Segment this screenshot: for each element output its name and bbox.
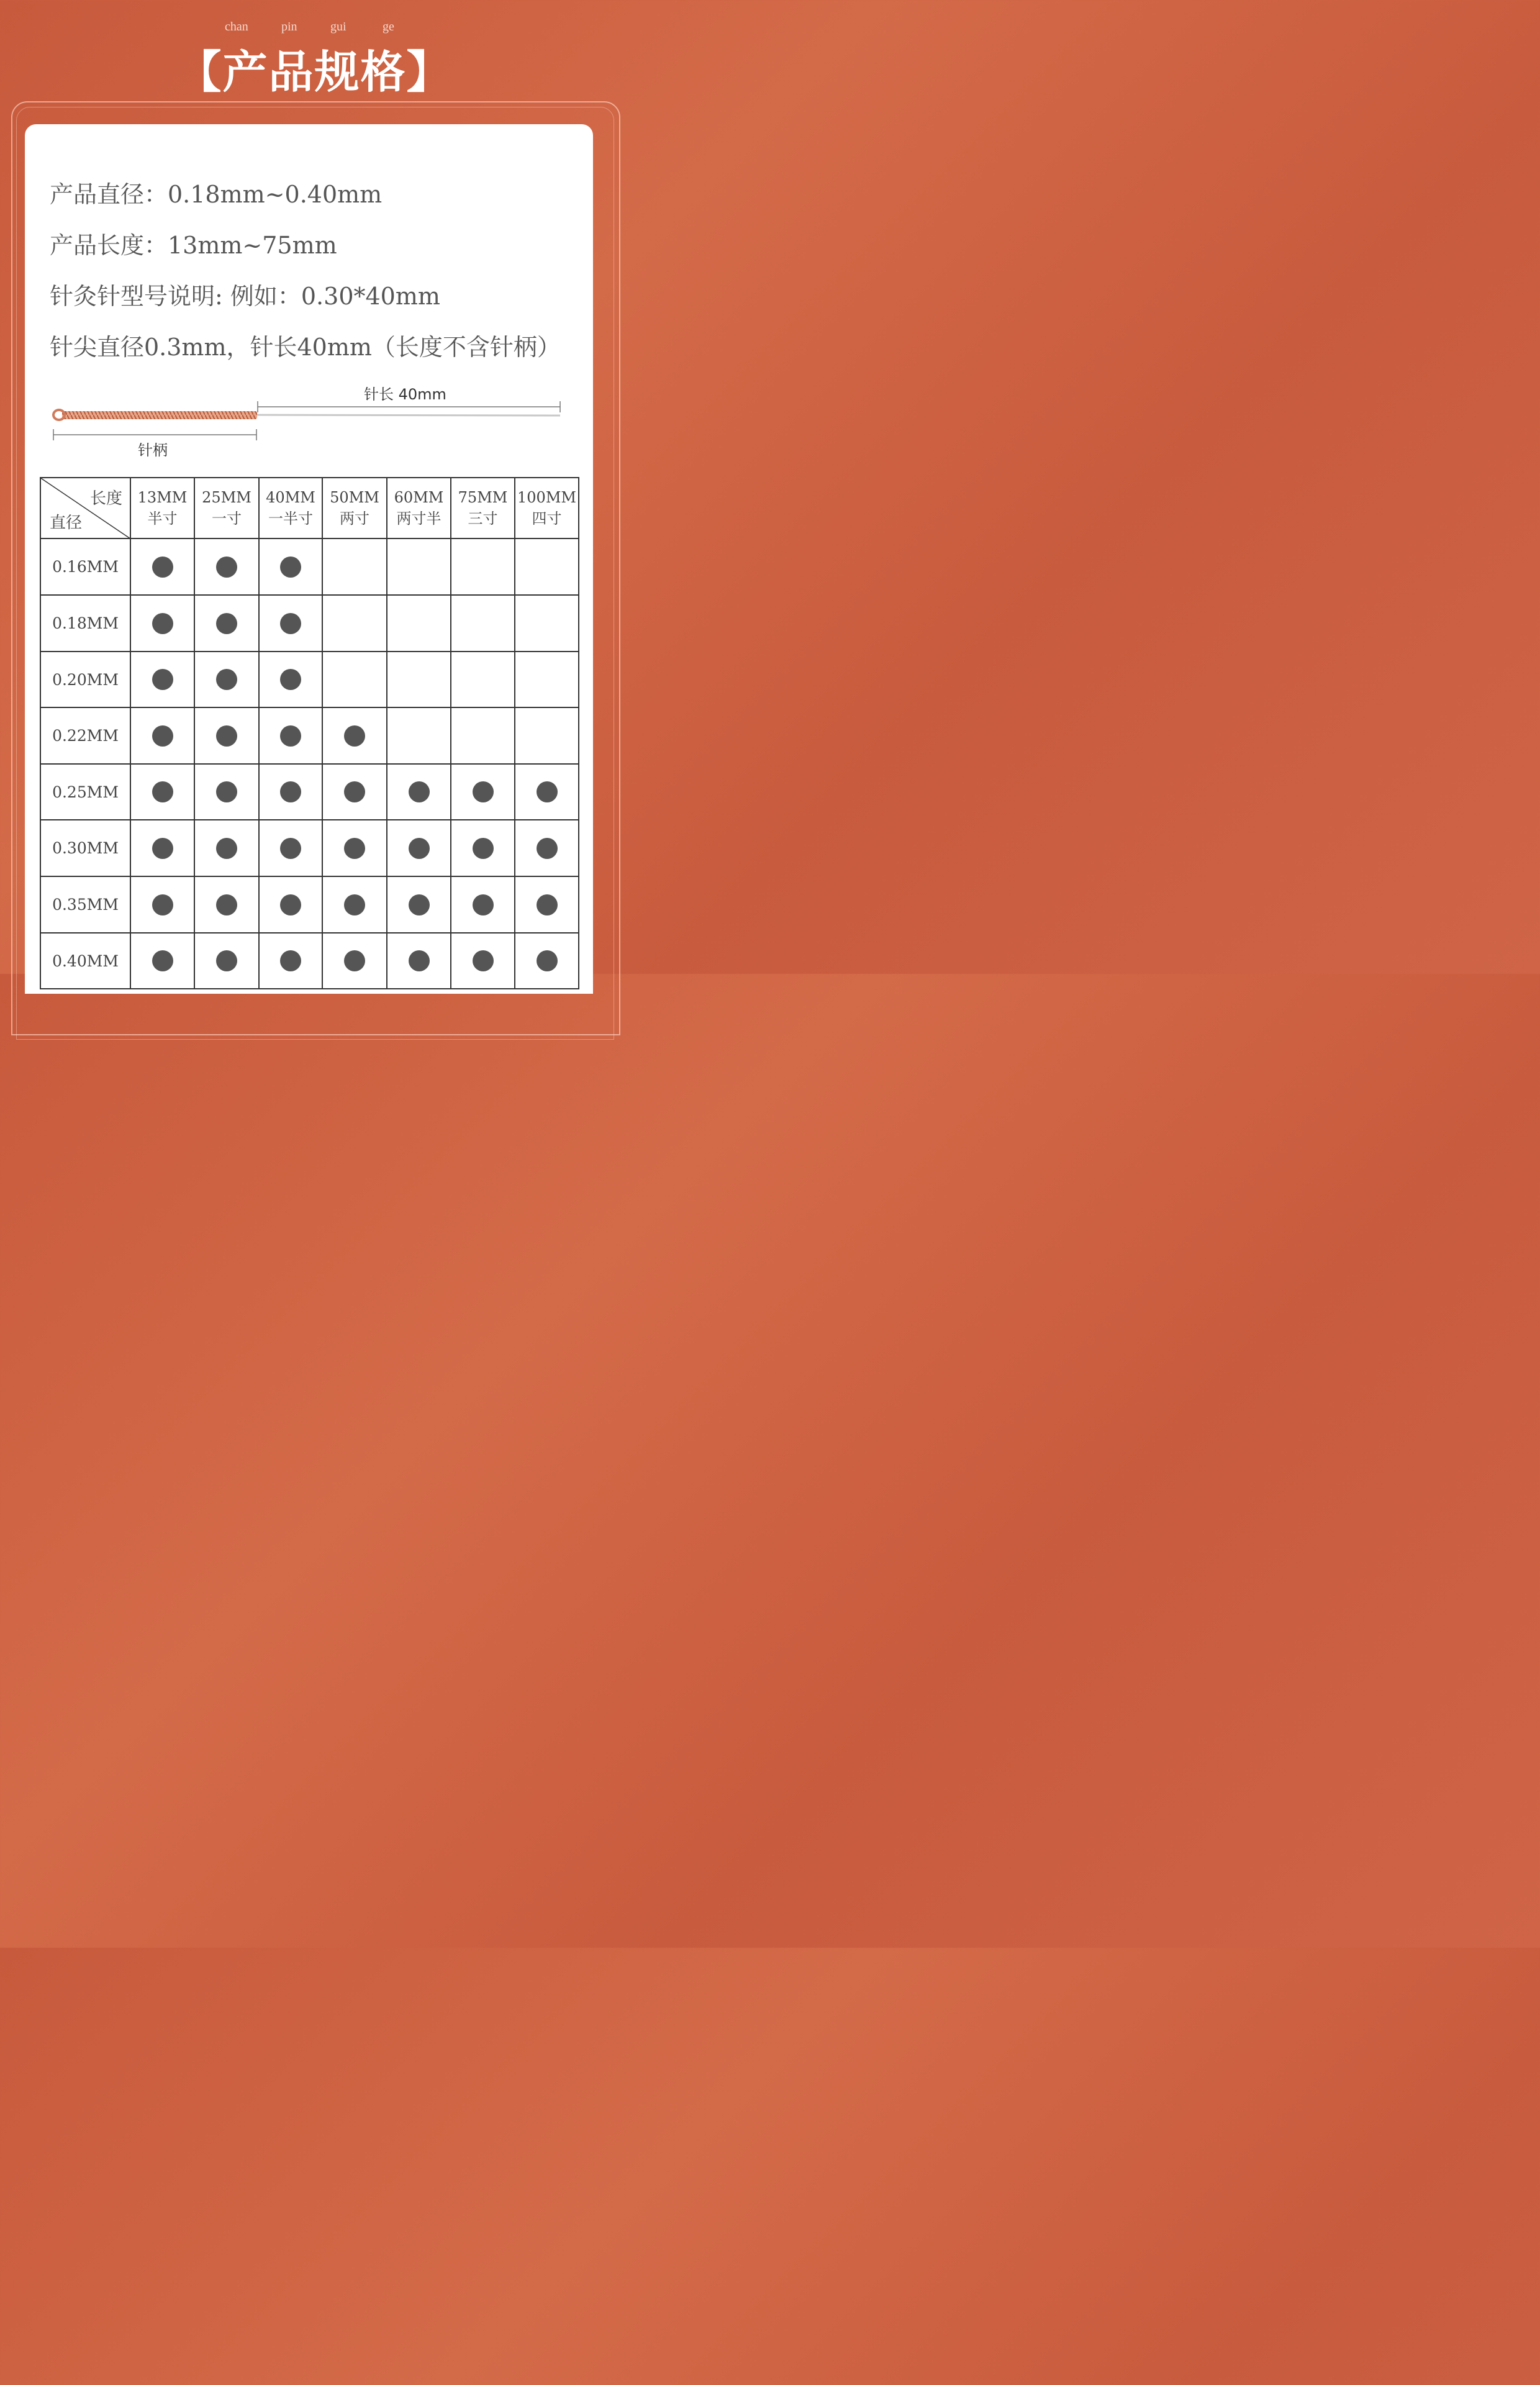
table-cell: [130, 876, 194, 933]
available-dot-icon: [280, 781, 301, 802]
column-header-cn: 四寸: [532, 510, 562, 527]
table-cell: [515, 652, 579, 707]
table-cell: [259, 652, 322, 707]
needle-handle-coil: [62, 411, 257, 419]
column-header: [387, 478, 451, 538]
column-header-mm: 75MM: [458, 489, 508, 506]
row-header-diameter: 0.18MM: [40, 595, 130, 652]
table-cell: [259, 538, 322, 595]
table-row: [40, 538, 579, 595]
spec-table: [40, 477, 579, 989]
available-dot-icon: [280, 725, 301, 747]
table-cell: [194, 707, 259, 764]
row-header-diameter: 0.35MM: [40, 876, 130, 933]
table-cell: [259, 595, 322, 652]
table-cell: [259, 764, 322, 820]
table-row: [40, 876, 579, 933]
table-cell: [515, 876, 579, 933]
table-cell: [322, 652, 387, 707]
table-cell: [259, 876, 322, 933]
available-dot-icon: [152, 781, 173, 802]
column-header-cn: 一半寸: [268, 510, 313, 527]
table-cell: [322, 820, 387, 876]
table-cell: [130, 707, 194, 764]
column-header-cn: 一寸: [212, 510, 242, 527]
needle-illustration: [0, 385, 629, 460]
available-dot-icon: [280, 669, 301, 690]
page-header: [0, 0, 629, 99]
available-dot-icon: [473, 781, 494, 802]
table-cell: [194, 538, 259, 595]
table-body: [40, 538, 579, 989]
row-header-diameter: 0.22MM: [40, 707, 130, 764]
table-cell: [451, 652, 515, 707]
table-cell: [451, 595, 515, 652]
column-header-mm: 60MM: [394, 489, 444, 506]
available-dot-icon: [409, 950, 430, 971]
column-header: [515, 478, 579, 538]
column-header: [130, 478, 194, 538]
column-header-cn: 两寸半: [396, 510, 442, 527]
table-corner-cell: [40, 478, 130, 538]
table-cell: [515, 595, 579, 652]
available-dot-icon: [344, 781, 365, 802]
available-dot-icon: [280, 950, 301, 971]
spec-model-example: 针灸针型号说明: 例如：0.30*40mm: [50, 283, 440, 310]
available-dot-icon: [280, 838, 301, 859]
table-cell: [451, 764, 515, 820]
corner-diameter-label: 直径: [50, 514, 83, 532]
available-dot-icon: [216, 894, 237, 915]
table-cell: [130, 595, 194, 652]
table-row: [40, 707, 579, 764]
available-dot-icon: [216, 950, 237, 971]
available-dot-icon: [152, 838, 173, 859]
table-row: [40, 764, 579, 820]
pinyin-chan: chan: [225, 20, 248, 34]
table-cell: [130, 652, 194, 707]
table-cell: [322, 764, 387, 820]
table-row: [40, 595, 579, 652]
table-cell: [130, 933, 194, 989]
column-header-mm: 13MM: [137, 489, 188, 506]
table-cell: [194, 820, 259, 876]
row-header-diameter: 0.30MM: [40, 820, 130, 876]
table-cell: [194, 876, 259, 933]
needle-length-label: 针长 40mm: [364, 386, 446, 403]
table-cell: [515, 820, 579, 876]
available-dot-icon: [216, 556, 237, 578]
available-dot-icon: [344, 838, 365, 859]
available-dot-icon: [344, 725, 365, 747]
available-dot-icon: [344, 950, 365, 971]
available-dot-icon: [537, 781, 558, 802]
table-cell: [194, 595, 259, 652]
table-cell: [194, 764, 259, 820]
table-row: [40, 652, 579, 707]
table-cell: [194, 652, 259, 707]
available-dot-icon: [152, 613, 173, 634]
column-header-mm: 100MM: [517, 489, 576, 506]
row-header-diameter: 0.25MM: [40, 764, 130, 820]
available-dot-icon: [152, 556, 173, 578]
available-dot-icon: [473, 838, 494, 859]
row-header-diameter: 0.16MM: [40, 538, 130, 595]
table-cell: [387, 652, 451, 707]
table-cell: [515, 764, 579, 820]
available-dot-icon: [537, 838, 558, 859]
column-header: [259, 478, 322, 538]
available-dot-icon: [409, 781, 430, 802]
corner-length-label: 长度: [89, 489, 122, 508]
available-dot-icon: [473, 894, 494, 915]
available-dot-icon: [409, 894, 430, 915]
spec-model-explanation: 针尖直径0.3mm，针长40mm（长度不含针柄）: [50, 334, 561, 361]
table-cell: [322, 876, 387, 933]
available-dot-icon: [216, 725, 237, 747]
table-cell: [515, 707, 579, 764]
table-cell: [515, 933, 579, 989]
available-dot-icon: [216, 669, 237, 690]
pinyin-gui: gui: [330, 20, 346, 34]
table-cell: [194, 933, 259, 989]
table-row: [40, 820, 579, 876]
available-dot-icon: [216, 613, 237, 634]
table-cell: [130, 764, 194, 820]
table-cell: [387, 820, 451, 876]
table-cell: [130, 820, 194, 876]
table-cell: [387, 933, 451, 989]
page-title: 【产品规格】: [176, 45, 453, 98]
table-cell: [515, 538, 579, 595]
column-header-cn: 半寸: [147, 510, 178, 527]
table-cell: [130, 538, 194, 595]
table-cell: [322, 933, 387, 989]
available-dot-icon: [280, 894, 301, 915]
table-cell: [259, 820, 322, 876]
column-header: [322, 478, 387, 538]
table-cell: [387, 764, 451, 820]
available-dot-icon: [152, 725, 173, 747]
available-dot-icon: [280, 613, 301, 634]
table-cell: [322, 595, 387, 652]
table-cell: [387, 538, 451, 595]
row-header-diameter: 0.20MM: [40, 652, 130, 707]
table-cell: [322, 538, 387, 595]
available-dot-icon: [152, 950, 173, 971]
table-cell: [387, 707, 451, 764]
available-dot-icon: [537, 950, 558, 971]
available-dot-icon: [152, 669, 173, 690]
table-cell: [387, 595, 451, 652]
column-header-mm: 40MM: [266, 489, 315, 506]
available-dot-icon: [473, 950, 494, 971]
available-dot-icon: [216, 781, 237, 802]
table-cell: [451, 538, 515, 595]
table-cell: [451, 707, 515, 764]
table-cell: [259, 707, 322, 764]
available-dot-icon: [152, 894, 173, 915]
table-cell: [322, 707, 387, 764]
available-dot-icon: [344, 894, 365, 915]
column-header-cn: 两寸: [340, 510, 369, 527]
table-cell: [451, 876, 515, 933]
column-header-cn: 三寸: [468, 510, 498, 527]
needle-handle-label: 针柄: [138, 442, 168, 459]
table-cell: [451, 933, 515, 989]
pinyin-pin: pin: [281, 20, 297, 34]
column-header-mm: 50MM: [330, 489, 379, 506]
pinyin-ge: ge: [383, 20, 394, 34]
spec-length: 产品长度：13mm~75mm: [50, 232, 337, 259]
available-dot-icon: [537, 894, 558, 915]
spec-diameter: 产品直径：0.18mm~0.40mm: [50, 181, 383, 208]
available-dot-icon: [409, 838, 430, 859]
row-header-diameter: 0.40MM: [40, 933, 130, 989]
needle-shaft: [256, 415, 560, 416]
column-header: [194, 478, 259, 538]
column-header: [451, 478, 515, 538]
table-row: [40, 933, 579, 989]
available-dot-icon: [280, 556, 301, 578]
table-cell: [387, 876, 451, 933]
table-cell: [451, 820, 515, 876]
table-header-row: [40, 478, 579, 538]
table-cell: [259, 933, 322, 989]
available-dot-icon: [216, 838, 237, 859]
column-header-mm: 25MM: [202, 489, 251, 506]
